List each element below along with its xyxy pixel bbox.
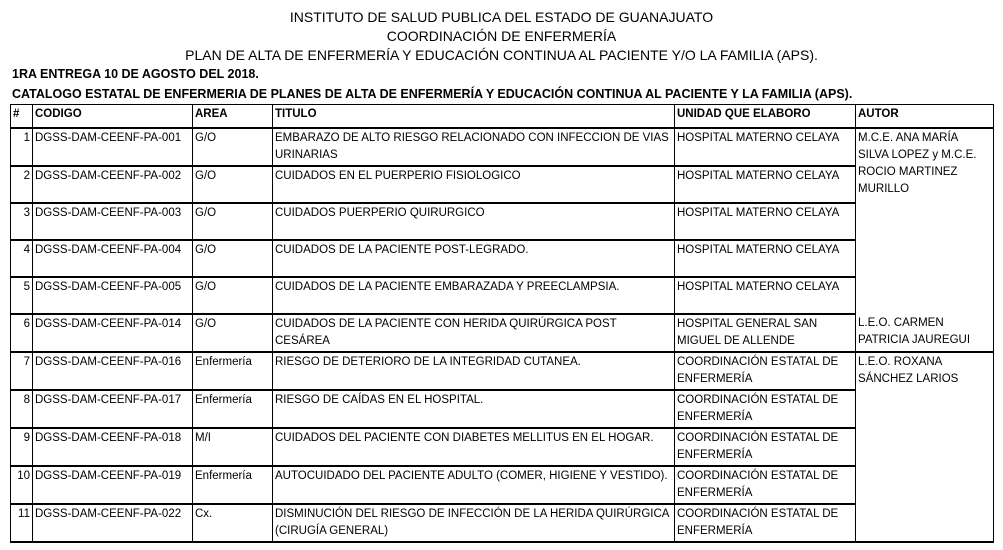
row-area: Cx. <box>193 504 273 542</box>
row-author: L.E.O. ROXANA SÁNCHEZ LARIOS <box>856 352 994 542</box>
row-title: RIESGO DE CAÍDAS EN EL HOSPITAL. <box>273 390 675 428</box>
table-header-row <box>11 105 994 129</box>
row-unit: HOSPITAL GENERAL SAN MIGUEL DE ALLENDE <box>675 314 856 352</box>
col-header-title: TITULO <box>273 105 675 129</box>
row-number: 7 <box>11 352 33 390</box>
row-unit: HOSPITAL MATERNO CELAYA <box>675 166 856 203</box>
table-row <box>11 240 994 277</box>
table-row <box>11 428 994 466</box>
row-author: M.C.E. ANA MARÍA SILVA LOPEZ y M.C.E. ROCIO MARTINEZ MURILLO <box>856 128 994 314</box>
row-author: L.E.O. CARMEN PATRICIA JAUREGUI <box>856 314 994 352</box>
row-title: EMBARAZO DE ALTO RIESGO RELACIONADO CON INFECCION DE VIAS URINARIAS <box>273 128 675 166</box>
row-code: DGSS-DAM-CEENF-PA-004 <box>33 240 193 277</box>
row-area: Enfermería <box>193 466 273 504</box>
row-number: 6 <box>11 314 33 352</box>
row-number: 5 <box>11 277 33 314</box>
coordination-title: COORDINACIÓN DE ENFERMERÍA <box>386 28 617 44</box>
row-area: G/O <box>193 277 273 314</box>
row-code: DGSS-DAM-CEENF-PA-001 <box>33 128 193 166</box>
row-title: CUIDADOS DE LA PACIENTE POST-LEGRADO. <box>273 240 675 277</box>
table-row <box>11 390 994 428</box>
col-header-author: AUTOR <box>856 105 994 129</box>
row-area: G/O <box>193 128 273 166</box>
row-unit: COORDINACIÓN ESTATAL DE ENFERMERÍA <box>675 504 856 542</box>
row-title: CUIDADOS DE LA PACIENTE EMBARAZADA Y PREECLAMPSIA. <box>273 277 675 314</box>
row-title: CUIDADOS PUERPERIO QUIRURGICO <box>273 203 675 240</box>
row-number: 9 <box>11 428 33 466</box>
row-number: 10 <box>11 466 33 504</box>
row-code: DGSS-DAM-CEENF-PA-016 <box>33 352 193 390</box>
row-unit: COORDINACIÓN ESTATAL DE ENFERMERÍA <box>675 466 856 504</box>
row-code: DGSS-DAM-CEENF-PA-018 <box>33 428 193 466</box>
plan-title: PLAN DE ALTA DE ENFERMERÍA Y EDUCACIÓN CONTINUA AL PACIENTE Y/O LA FAMILIA (APS). <box>185 47 818 63</box>
row-number: 4 <box>11 240 33 277</box>
row-number: 3 <box>11 203 33 240</box>
col-header-number: # <box>11 105 33 129</box>
row-title: CUIDADOS DE LA PACIENTE CON HERIDA QUIRÚRGICA POST CESÁREA <box>273 314 675 352</box>
col-header-code: CODIGO <box>33 105 193 129</box>
table-row <box>11 314 994 352</box>
table-row <box>11 352 994 390</box>
row-title: AUTOCUIDADO DEL PACIENTE ADULTO (COMER, HIGIENE Y VESTIDO). <box>273 466 675 504</box>
row-code: DGSS-DAM-CEENF-PA-003 <box>33 203 193 240</box>
row-unit: HOSPITAL MATERNO CELAYA <box>675 128 856 166</box>
row-area: G/O <box>193 166 273 203</box>
row-title: DISMINUCIÓN DEL RIESGO DE INFECCIÓN DE LA HERIDA QUIRÚRGICA (CIRUGÍA GENERAL) <box>273 504 675 542</box>
row-area: G/O <box>193 314 273 352</box>
col-header-area: AREA <box>193 105 273 129</box>
row-area: G/O <box>193 240 273 277</box>
row-number: 2 <box>11 166 33 203</box>
table-row <box>11 504 994 542</box>
row-code: DGSS-DAM-CEENF-PA-022 <box>33 504 193 542</box>
row-unit: COORDINACIÓN ESTATAL DE ENFERMERÍA <box>675 428 856 466</box>
row-number: 11 <box>11 504 33 542</box>
table-row <box>11 128 994 166</box>
row-code: DGSS-DAM-CEENF-PA-014 <box>33 314 193 352</box>
table-row <box>11 466 994 504</box>
row-number: 1 <box>11 128 33 166</box>
row-title: RIESGO DE DETERIORO DE LA INTEGRIDAD CUTANEA. <box>273 352 675 390</box>
plans-table <box>10 104 994 543</box>
row-code: DGSS-DAM-CEENF-PA-005 <box>33 277 193 314</box>
delivery-date: 1RA ENTREGA 10 DE AGOSTO DEL 2018. <box>12 67 259 81</box>
row-unit: COORDINACIÓN ESTATAL DE ENFERMERÍA <box>675 390 856 428</box>
row-code: DGSS-DAM-CEENF-PA-019 <box>33 466 193 504</box>
row-area: Enfermería <box>193 390 273 428</box>
table-row <box>11 277 994 314</box>
catalog-title: CATALOGO ESTATAL DE ENFERMERIA DE PLANES DE ALTA DE ENFERMERÍA Y EDUCACIÓN CONTINUA AL PACIENTE Y LA FAMILIA (APS). <box>12 87 853 101</box>
row-code: DGSS-DAM-CEENF-PA-002 <box>33 166 193 203</box>
row-area: G/O <box>193 203 273 240</box>
row-title: CUIDADOS DEL PACIENTE CON DIABETES MELLITUS EN EL HOGAR. <box>273 428 675 466</box>
row-unit: HOSPITAL MATERNO CELAYA <box>675 203 856 240</box>
row-number: 8 <box>11 390 33 428</box>
row-unit: COORDINACIÓN ESTATAL DE ENFERMERÍA <box>675 352 856 390</box>
row-unit: HOSPITAL MATERNO CELAYA <box>675 240 856 277</box>
table-row <box>11 203 994 240</box>
row-unit: HOSPITAL MATERNO CELAYA <box>675 277 856 314</box>
col-header-unit: UNIDAD QUE ELABORO <box>675 105 856 129</box>
institute-title: INSTITUTO DE SALUD PUBLICA DEL ESTADO DE GUANAJUATO <box>289 9 714 25</box>
row-area: M/I <box>193 428 273 466</box>
row-title: CUIDADOS EN EL PUERPERIO FISIOLOGICO <box>273 166 675 203</box>
table-row <box>11 166 994 203</box>
row-code: DGSS-DAM-CEENF-PA-017 <box>33 390 193 428</box>
row-area: Enfermería <box>193 352 273 390</box>
